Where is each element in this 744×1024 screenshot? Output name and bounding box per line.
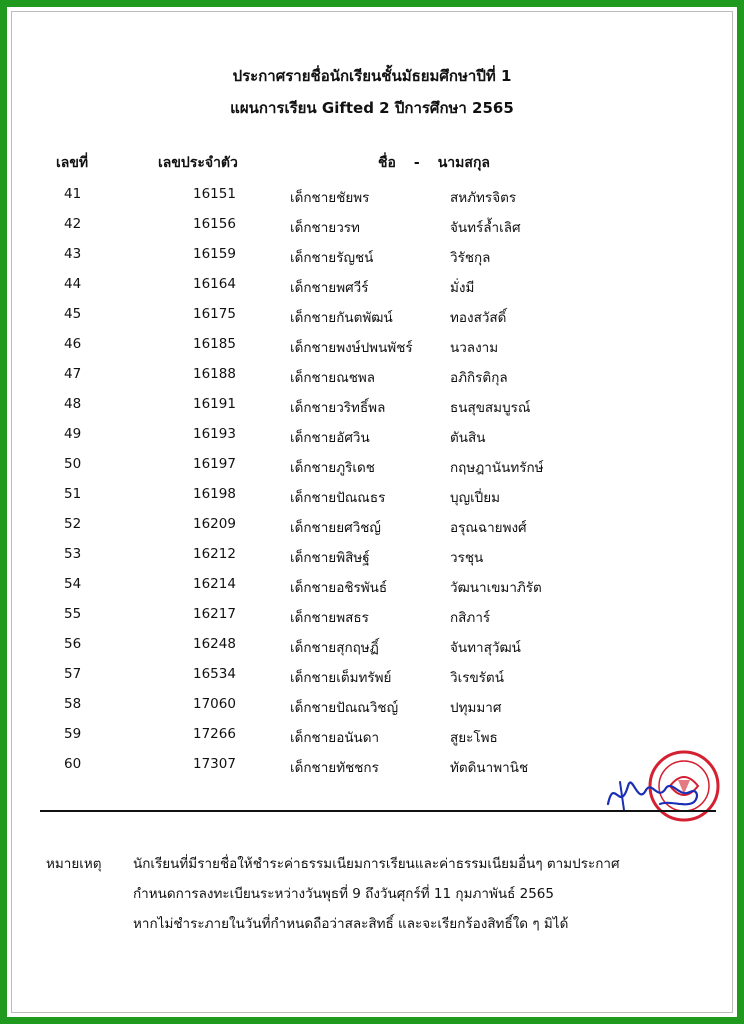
row-student-id: 17266: [193, 726, 236, 742]
row-last-name: วิรัชกุล: [450, 250, 491, 266]
row-student-id: 16217: [193, 606, 236, 622]
table-row: [0, 186, 744, 216]
table-row: [0, 576, 744, 606]
table-row: [0, 486, 744, 516]
row-first-name: เด็กชายชัยพร: [290, 190, 370, 206]
row-number: 56: [64, 636, 82, 652]
table-row: [0, 606, 744, 636]
row-student-id: 16214: [193, 576, 236, 592]
row-last-name: วรชุน: [450, 550, 484, 566]
row-first-name: เด็กชายปัณณวิชญ์: [290, 700, 399, 716]
row-number: 44: [64, 276, 82, 292]
row-number: 51: [64, 486, 82, 502]
row-first-name: เด็กชายรัญชน์: [290, 250, 374, 266]
table-row: [0, 426, 744, 456]
row-first-name: เด็กชายพงษ์ปพนพัชร์: [290, 340, 413, 356]
row-student-id: 16185: [193, 336, 236, 352]
row-first-name: เด็กชายณชพล: [290, 370, 376, 386]
row-first-name: เด็กชายวรท: [290, 220, 360, 236]
row-first-name: เด็กชายอนันดา: [290, 730, 380, 746]
row-last-name: มั่งมี: [450, 280, 475, 296]
row-number: 49: [64, 426, 82, 442]
table-row: [0, 366, 744, 396]
row-number: 54: [64, 576, 82, 592]
row-first-name: เด็กชายปัณณธร: [290, 490, 386, 506]
row-student-id: 16198: [193, 486, 236, 502]
row-last-name: อรุณฉายพงศ์: [450, 520, 527, 536]
row-number: 48: [64, 396, 82, 412]
table-row: [0, 636, 744, 666]
row-last-name: บุญเปี่ยม: [450, 490, 501, 506]
table-row: [0, 246, 744, 276]
row-last-name: สหภัทรจิตร: [450, 190, 517, 206]
table-row: [0, 666, 744, 696]
row-student-id: 16197: [193, 456, 236, 472]
row-last-name: กสิภาร์: [450, 610, 491, 626]
row-last-name: วัฒนาเขมาภิรัต: [450, 580, 542, 596]
row-student-id: 16193: [193, 426, 236, 442]
row-number: 59: [64, 726, 82, 742]
table-row: [0, 306, 744, 336]
note-line: กำหนดการลงทะเบียนระหว่างวันพุธที่ 9 ถึงวันศุกร์ที่ 11 กุมภาพันธ์ 2565: [133, 886, 554, 902]
row-number: 55: [64, 606, 82, 622]
row-number: 45: [64, 306, 82, 322]
row-last-name: ทัตดินาพานิช: [450, 760, 529, 776]
note-label: หมายเหตุ: [46, 856, 102, 872]
row-last-name: จันทาสุวัฒน์: [450, 640, 521, 656]
column-header-first-name: ชื่อ: [378, 155, 396, 171]
student-list: [0, 186, 744, 786]
row-last-name: สูยะโพธ: [450, 730, 498, 746]
row-first-name: เด็กชายกันตพัฒน์: [290, 310, 393, 326]
row-student-id: 16534: [193, 666, 236, 682]
table-row: [0, 276, 744, 306]
row-student-id: 16209: [193, 516, 236, 532]
column-header-number: เลขที่: [56, 155, 89, 171]
announcement-title: ประกาศรายชื่อนักเรียนชั้นมัธยมศึกษาปีที่ 1: [232, 67, 512, 85]
row-number: 60: [64, 756, 82, 772]
row-first-name: เด็กชายวริทธิ์พล: [290, 400, 386, 416]
row-number: 46: [64, 336, 82, 352]
row-number: 43: [64, 246, 82, 262]
table-row: [0, 516, 744, 546]
table-row: [0, 696, 744, 726]
row-first-name: เด็กชายเต็มทรัพย์: [290, 670, 392, 686]
row-student-id: 16191: [193, 396, 236, 412]
row-last-name: ทองสวัสดิ์: [450, 310, 507, 326]
row-first-name: เด็กชายสุกฤษฏิ์: [290, 640, 379, 656]
column-header-student-id: เลขประจำตัว: [158, 155, 238, 171]
row-student-id: 17307: [193, 756, 236, 772]
row-last-name: ตันสิน: [450, 430, 486, 446]
table-row: [0, 396, 744, 426]
row-last-name: อภิกิรติกุล: [450, 370, 508, 386]
column-header-dash: -: [413, 155, 420, 171]
table-row: [0, 456, 744, 486]
row-student-id: 16212: [193, 546, 236, 562]
row-number: 53: [64, 546, 82, 562]
row-number: 52: [64, 516, 82, 532]
row-number: 47: [64, 366, 82, 382]
column-header-last-name: นามสกุล: [437, 155, 490, 171]
note-text: [133, 852, 620, 942]
announcement-subtitle: แผนการเรียน Gifted 2 ปีการศึกษา 2565: [230, 99, 514, 117]
row-number: 50: [64, 456, 82, 472]
note-line: นักเรียนที่มีรายชื่อให้ชำระค่าธรรมเนียมการเรียนและค่าธรรมเนียมอื่นๆ ตามประกาศ: [133, 856, 620, 872]
row-student-id: 16156: [193, 216, 236, 232]
row-first-name: เด็กชายภูริเดช: [290, 460, 375, 476]
row-student-id: 16175: [193, 306, 236, 322]
row-number: 57: [64, 666, 82, 682]
row-last-name: นวลงาม: [450, 340, 499, 356]
row-first-name: เด็กชายพสธร: [290, 610, 369, 626]
row-first-name: เด็กชายพศวีร์: [290, 280, 369, 296]
row-last-name: วิเรขรัตน์: [450, 670, 504, 686]
table-row: [0, 216, 744, 246]
row-last-name: กฤษฎานันทรักษ์: [450, 460, 544, 476]
row-number: 58: [64, 696, 82, 712]
row-student-id: 17060: [193, 696, 236, 712]
row-number: 42: [64, 216, 82, 232]
school-seal-and-signature: [600, 746, 726, 830]
row-student-id: 16151: [193, 186, 236, 202]
row-student-id: 16188: [193, 366, 236, 382]
column-header-name: [378, 152, 490, 174]
row-first-name: เด็กชายอัศวิน: [290, 430, 370, 446]
row-student-id: 16248: [193, 636, 236, 652]
row-last-name: จันทร์ล้ำเลิศ: [450, 220, 521, 236]
table-row: [0, 336, 744, 366]
row-first-name: เด็กชายยศวิชญ์: [290, 520, 381, 536]
row-first-name: เด็กชายพิสิษฐ์: [290, 550, 370, 566]
note-line: หากไม่ชำระภายในวันที่กำหนดถือว่าสละสิทธิ์ และจะเรียกร้องสิทธิ์ใด ๆ มิได้: [133, 916, 569, 932]
section-divider: [40, 810, 716, 812]
row-student-id: 16164: [193, 276, 236, 292]
table-row: [0, 546, 744, 576]
row-last-name: ปทุมมาศ: [450, 700, 502, 716]
row-first-name: เด็กชายอชิรพันธ์: [290, 580, 388, 596]
row-last-name: ธนสุขสมบูรณ์: [450, 400, 531, 416]
row-first-name: เด็กชายทัชชกร: [290, 760, 379, 776]
row-student-id: 16159: [193, 246, 236, 262]
row-number: 41: [64, 186, 82, 202]
